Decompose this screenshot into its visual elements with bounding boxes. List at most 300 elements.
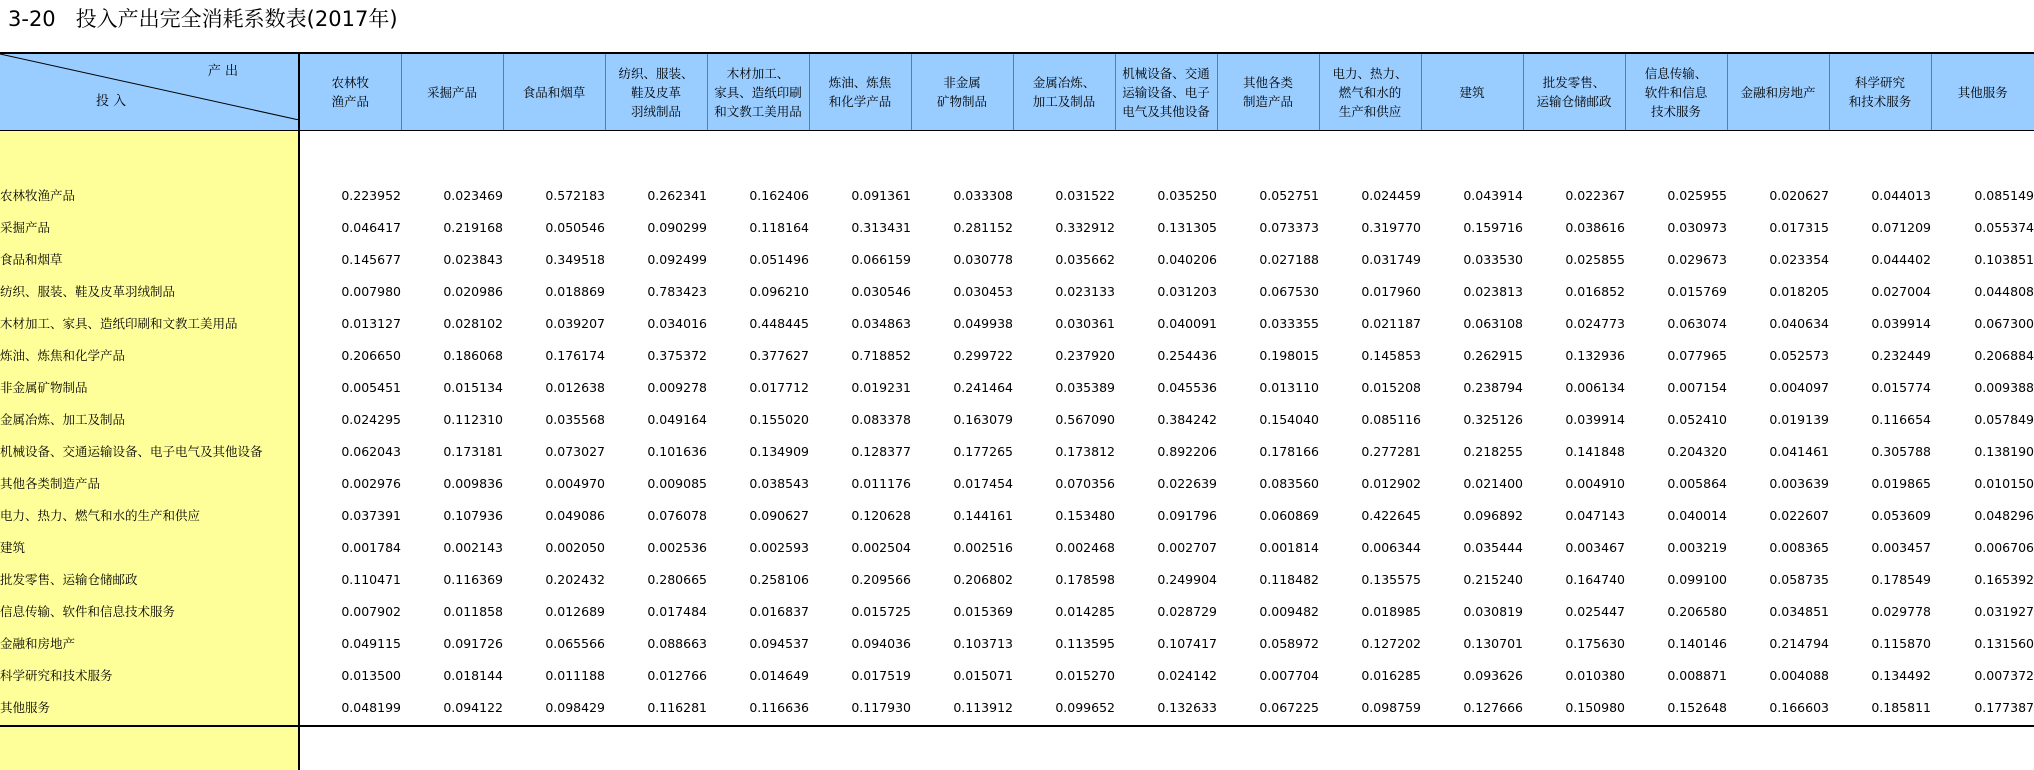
coefficient-cell: 0.206884	[1931, 339, 2034, 371]
coefficient-cell: 0.140146	[1625, 627, 1727, 659]
coefficient-cell: 0.175630	[1523, 627, 1625, 659]
row-label: 炼油、炼焦和化学产品	[0, 339, 299, 371]
coefficient-cell: 0.017519	[809, 659, 911, 691]
coefficient-cell: 0.002593	[707, 531, 809, 563]
coefficient-cell: 0.050546	[503, 211, 605, 243]
coefficient-cell: 0.035444	[1421, 531, 1523, 563]
coefficient-cell: 0.091796	[1115, 499, 1217, 531]
coefficient-cell: 0.030973	[1625, 211, 1727, 243]
coefficient-cell: 0.048199	[299, 691, 401, 723]
table-row	[0, 499, 2034, 531]
coefficient-cell: 0.098429	[503, 691, 605, 723]
row-label: 纺织、服装、鞋及皮革羽绒制品	[0, 275, 299, 307]
coefficient-cell: 0.052751	[1217, 179, 1319, 211]
coefficient-cell: 0.017454	[911, 467, 1013, 499]
column-header: 金融和房地产	[1727, 53, 1829, 131]
table-title: 3-20 投入产出完全消耗系数表(2017年)	[8, 6, 398, 32]
coefficient-cell: 0.006344	[1319, 531, 1421, 563]
coefficient-cell: 0.002707	[1115, 531, 1217, 563]
coefficient-cell: 0.085149	[1931, 179, 2034, 211]
row-label: 食品和烟草	[0, 243, 299, 275]
column-header: 建筑	[1421, 53, 1523, 131]
coefficient-cell: 0.116636	[707, 691, 809, 723]
coefficient-cell: 0.135575	[1319, 563, 1421, 595]
coefficient-cell: 0.083560	[1217, 467, 1319, 499]
coefficient-cell: 0.027188	[1217, 243, 1319, 275]
coefficient-cell: 0.019139	[1727, 403, 1829, 435]
coefficient-cell: 0.017960	[1319, 275, 1421, 307]
coefficient-cell: 0.305788	[1829, 435, 1931, 467]
coefficient-cell: 0.007902	[299, 595, 401, 627]
coefficient-cell: 0.003467	[1523, 531, 1625, 563]
coefficient-cell: 0.009388	[1931, 371, 2034, 403]
coefficient-cell: 0.015725	[809, 595, 911, 627]
coefficient-cell: 0.051496	[707, 243, 809, 275]
coefficient-cell: 0.178166	[1217, 435, 1319, 467]
coefficient-cell: 0.177387	[1931, 691, 2034, 723]
coefficient-cell: 0.567090	[1013, 403, 1115, 435]
coefficient-cell: 0.223952	[299, 179, 401, 211]
table-body	[0, 131, 2034, 770]
coefficient-cell: 0.030361	[1013, 307, 1115, 339]
coefficient-cell: 0.015369	[911, 595, 1013, 627]
row-label: 农林牧渔产品	[0, 179, 299, 211]
coefficient-cell: 0.033308	[911, 179, 1013, 211]
coefficient-cell: 0.127202	[1319, 627, 1421, 659]
data-spacer	[299, 723, 2034, 770]
coefficient-cell: 0.039914	[1523, 403, 1625, 435]
coefficient-cell: 0.117930	[809, 691, 911, 723]
table-row	[0, 339, 2034, 371]
coefficient-cell: 0.154040	[1217, 403, 1319, 435]
column-header: 木材加工、 家具、造纸印刷 和文教工美用品	[707, 53, 809, 131]
table-row	[0, 403, 2034, 435]
coefficient-cell: 0.241464	[911, 371, 1013, 403]
spacer-row	[0, 131, 2034, 180]
coefficient-cell: 0.002536	[605, 531, 707, 563]
column-header: 炼油、炼焦 和化学产品	[809, 53, 911, 131]
coefficient-cell: 0.014649	[707, 659, 809, 691]
coefficient-cell: 0.325126	[1421, 403, 1523, 435]
coefficient-cell: 0.052573	[1727, 339, 1829, 371]
coefficient-cell: 0.013127	[299, 307, 401, 339]
coefficient-cell: 0.118164	[707, 211, 809, 243]
coefficient-cell: 0.030819	[1421, 595, 1523, 627]
coefficient-cell: 0.134492	[1829, 659, 1931, 691]
row-label: 科学研究和技术服务	[0, 659, 299, 691]
coefficient-cell: 0.029673	[1625, 243, 1727, 275]
coefficient-cell: 0.422645	[1319, 499, 1421, 531]
coefficient-cell: 0.017712	[707, 371, 809, 403]
coefficient-cell: 0.005864	[1625, 467, 1727, 499]
coefficient-cell: 0.004910	[1523, 467, 1625, 499]
coefficient-cell: 0.014285	[1013, 595, 1115, 627]
row-label: 金融和房地产	[0, 627, 299, 659]
header-row	[0, 53, 2034, 131]
coefficient-cell: 0.040014	[1625, 499, 1727, 531]
data-spacer	[299, 131, 2034, 180]
coefficient-cell: 0.206802	[911, 563, 1013, 595]
coefficient-cell: 0.219168	[401, 211, 503, 243]
coefficient-cell: 0.005451	[299, 371, 401, 403]
coefficient-cell: 0.093626	[1421, 659, 1523, 691]
coefficient-cell: 0.090299	[605, 211, 707, 243]
coefficient-cell: 0.073027	[503, 435, 605, 467]
coefficient-cell: 0.012766	[605, 659, 707, 691]
coefficient-cell: 0.040206	[1115, 243, 1217, 275]
table-row	[0, 595, 2034, 627]
coefficient-cell: 0.012689	[503, 595, 605, 627]
coefficient-cell: 0.044013	[1829, 179, 1931, 211]
coefficient-cell: 0.038543	[707, 467, 809, 499]
coefficient-cell: 0.019231	[809, 371, 911, 403]
coefficient-cell: 0.024142	[1115, 659, 1217, 691]
coefficient-cell: 0.103851	[1931, 243, 2034, 275]
coefficient-cell: 0.120628	[809, 499, 911, 531]
coefficient-cell: 0.127666	[1421, 691, 1523, 723]
coefficient-cell: 0.006706	[1931, 531, 2034, 563]
coefficient-cell: 0.039207	[503, 307, 605, 339]
table-row	[0, 179, 2034, 211]
coefficient-cell: 0.073373	[1217, 211, 1319, 243]
coefficient-cell: 0.002504	[809, 531, 911, 563]
coefficient-cell: 0.030453	[911, 275, 1013, 307]
coefficient-cell: 0.055374	[1931, 211, 2034, 243]
coefficient-cell: 0.016852	[1523, 275, 1625, 307]
coefficient-cell: 0.281152	[911, 211, 1013, 243]
corner-header	[0, 53, 299, 131]
coefficient-cell: 0.009085	[605, 467, 707, 499]
coefficient-cell: 0.091726	[401, 627, 503, 659]
row-label: 批发零售、运输仓储邮政	[0, 563, 299, 595]
coefficient-cell: 0.185811	[1829, 691, 1931, 723]
coefficient-cell: 0.023469	[401, 179, 503, 211]
coefficient-cell: 0.155020	[707, 403, 809, 435]
coefficient-cell: 0.088663	[605, 627, 707, 659]
coefficient-cell: 0.023133	[1013, 275, 1115, 307]
coefficient-cell: 0.023813	[1421, 275, 1523, 307]
coefficient-cell: 0.012902	[1319, 467, 1421, 499]
coefficient-cell: 0.011188	[503, 659, 605, 691]
coefficient-cell: 0.092499	[605, 243, 707, 275]
coefficient-cell: 0.018869	[503, 275, 605, 307]
column-header: 农林牧 渔产品	[299, 53, 401, 131]
coefficient-cell: 0.214794	[1727, 627, 1829, 659]
coefficient-cell: 0.010150	[1931, 467, 2034, 499]
coefficient-cell: 0.006134	[1523, 371, 1625, 403]
coefficient-cell: 0.003639	[1727, 467, 1829, 499]
coefficient-cell: 0.015774	[1829, 371, 1931, 403]
coefficient-cell: 0.178598	[1013, 563, 1115, 595]
coefficient-cell: 0.153480	[1013, 499, 1115, 531]
coefficient-cell: 0.049164	[605, 403, 707, 435]
coefficient-cell: 0.031749	[1319, 243, 1421, 275]
coefficient-cell: 0.094537	[707, 627, 809, 659]
coefficient-cell: 0.028729	[1115, 595, 1217, 627]
coefficient-cell: 0.232449	[1829, 339, 1931, 371]
coefficient-cell: 0.113912	[911, 691, 1013, 723]
coefficient-cell: 0.058972	[1217, 627, 1319, 659]
coefficient-cell: 0.048296	[1931, 499, 2034, 531]
column-header: 机械设备、交通 运输设备、电子 电气及其他设备	[1115, 53, 1217, 131]
input-label: 投 入	[96, 92, 126, 111]
coefficient-cell: 0.237920	[1013, 339, 1115, 371]
coefficient-cell: 0.377627	[707, 339, 809, 371]
coefficient-cell: 0.001814	[1217, 531, 1319, 563]
coefficient-cell: 0.173181	[401, 435, 503, 467]
coefficient-cell: 0.009836	[401, 467, 503, 499]
column-header: 科学研究 和技术服务	[1829, 53, 1931, 131]
coefficient-cell: 0.085116	[1319, 403, 1421, 435]
coefficient-cell: 0.116281	[605, 691, 707, 723]
coefficient-cell: 0.215240	[1421, 563, 1523, 595]
coefficient-cell: 0.448445	[707, 307, 809, 339]
table-row	[0, 627, 2034, 659]
coefficient-cell: 0.107417	[1115, 627, 1217, 659]
coefficient-cell: 0.025955	[1625, 179, 1727, 211]
coefficient-cell: 0.083378	[809, 403, 911, 435]
coefficient-cell: 0.015270	[1013, 659, 1115, 691]
coefficient-cell: 0.091361	[809, 179, 911, 211]
coefficient-cell: 0.280665	[605, 563, 707, 595]
table-row	[0, 211, 2034, 243]
coefficient-cell: 0.034851	[1727, 595, 1829, 627]
coefficient-cell: 0.060869	[1217, 499, 1319, 531]
coefficient-cell: 0.313431	[809, 211, 911, 243]
column-header: 纺织、服装、 鞋及皮革 羽绒制品	[605, 53, 707, 131]
row-label: 建筑	[0, 531, 299, 563]
coefficient-cell: 0.034016	[605, 307, 707, 339]
table-row	[0, 243, 2034, 275]
column-header: 其他各类 制造产品	[1217, 53, 1319, 131]
coefficient-cell: 0.041461	[1727, 435, 1829, 467]
bottom-rule	[0, 725, 2034, 727]
coefficient-cell: 0.049938	[911, 307, 1013, 339]
coefficient-cell: 0.892206	[1115, 435, 1217, 467]
coefficient-cell: 0.015769	[1625, 275, 1727, 307]
coefficient-cell: 0.062043	[299, 435, 401, 467]
coefficient-cell: 0.319770	[1319, 211, 1421, 243]
coefficient-cell: 0.209566	[809, 563, 911, 595]
coefficient-cell: 0.045536	[1115, 371, 1217, 403]
coefficient-cell: 0.013110	[1217, 371, 1319, 403]
coefficient-cell: 0.141848	[1523, 435, 1625, 467]
table-row	[0, 563, 2034, 595]
coefficient-cell: 0.035250	[1115, 179, 1217, 211]
coefficient-cell: 0.131305	[1115, 211, 1217, 243]
coefficient-cell: 0.004088	[1727, 659, 1829, 691]
coefficient-cell: 0.031203	[1115, 275, 1217, 307]
coefficient-cell: 0.025447	[1523, 595, 1625, 627]
coefficient-cell: 0.011176	[809, 467, 911, 499]
coefficient-cell: 0.262915	[1421, 339, 1523, 371]
coefficient-cell: 0.132936	[1523, 339, 1625, 371]
coefficient-cell: 0.277281	[1319, 435, 1421, 467]
coefficient-cell: 0.052410	[1625, 403, 1727, 435]
coefficient-cell: 0.018144	[401, 659, 503, 691]
coefficient-cell: 0.007372	[1931, 659, 2034, 691]
coefficient-cell: 0.011858	[401, 595, 503, 627]
coefficient-cell: 0.023843	[401, 243, 503, 275]
coefficient-cell: 0.024459	[1319, 179, 1421, 211]
coefficient-cell: 0.112310	[401, 403, 503, 435]
coefficient-cell: 0.002143	[401, 531, 503, 563]
coefficient-cell: 0.262341	[605, 179, 707, 211]
coefficient-cell: 0.186068	[401, 339, 503, 371]
coefficient-cell: 0.009482	[1217, 595, 1319, 627]
coefficient-cell: 0.023354	[1727, 243, 1829, 275]
coefficient-cell: 0.022367	[1523, 179, 1625, 211]
coefficient-cell: 0.022639	[1115, 467, 1217, 499]
coefficient-cell: 0.103713	[911, 627, 1013, 659]
coefficient-cell: 0.004970	[503, 467, 605, 499]
coefficient-cell: 0.031927	[1931, 595, 2034, 627]
coefficient-cell: 0.008365	[1727, 531, 1829, 563]
coefficient-cell: 0.138190	[1931, 435, 2034, 467]
coefficient-cell: 0.332912	[1013, 211, 1115, 243]
coefficient-cell: 0.015134	[401, 371, 503, 403]
table-row	[0, 307, 2034, 339]
coefficient-cell: 0.044402	[1829, 243, 1931, 275]
coefficient-cell: 0.090627	[707, 499, 809, 531]
column-header: 批发零售、 运输仓储邮政	[1523, 53, 1625, 131]
coefficient-cell: 0.098759	[1319, 691, 1421, 723]
row-label: 信息传输、软件和信息技术服务	[0, 595, 299, 627]
coefficient-cell: 0.071209	[1829, 211, 1931, 243]
coefficient-cell: 0.044808	[1931, 275, 2034, 307]
coefficient-cell: 0.003457	[1829, 531, 1931, 563]
coefficient-cell: 0.145853	[1319, 339, 1421, 371]
coefficient-cell: 0.066159	[809, 243, 911, 275]
coefficient-cell: 0.053609	[1829, 499, 1931, 531]
coefficient-cell: 0.016837	[707, 595, 809, 627]
coefficient-cell: 0.783423	[605, 275, 707, 307]
coefficient-cell: 0.077965	[1625, 339, 1727, 371]
coefficient-cell: 0.038616	[1523, 211, 1625, 243]
coefficient-cell: 0.067225	[1217, 691, 1319, 723]
coefficient-cell: 0.159716	[1421, 211, 1523, 243]
coefficient-cell: 0.254436	[1115, 339, 1217, 371]
coefficient-cell: 0.047143	[1523, 499, 1625, 531]
coefficient-cell: 0.131560	[1931, 627, 2034, 659]
coefficient-cell: 0.718852	[809, 339, 911, 371]
column-header: 信息传输、 软件和信息 技术服务	[1625, 53, 1727, 131]
output-label: 产 出	[208, 62, 238, 81]
row-label: 其他各类制造产品	[0, 467, 299, 499]
coefficient-cell: 0.101636	[605, 435, 707, 467]
coefficient-cell: 0.025855	[1523, 243, 1625, 275]
coefficient-cell: 0.013500	[299, 659, 401, 691]
coefficient-cell: 0.165392	[1931, 563, 2034, 595]
label-column-spacer	[0, 131, 299, 180]
table-row	[0, 659, 2034, 691]
row-label: 机械设备、交通运输设备、电子电气及其他设备	[0, 435, 299, 467]
coefficient-cell: 0.070356	[1013, 467, 1115, 499]
table-row	[0, 275, 2034, 307]
coefficient-cell: 0.198015	[1217, 339, 1319, 371]
coefficient-cell: 0.022607	[1727, 499, 1829, 531]
coefficient-cell: 0.572183	[503, 179, 605, 211]
coefficient-cell: 0.173812	[1013, 435, 1115, 467]
coefficient-cell: 0.058735	[1727, 563, 1829, 595]
column-header: 电力、热力、 燃气和水的 生产和供应	[1319, 53, 1421, 131]
coefficient-cell: 0.046417	[299, 211, 401, 243]
coefficient-cell: 0.029778	[1829, 595, 1931, 627]
column-header: 金属冶炼、 加工及制品	[1013, 53, 1115, 131]
coefficient-cell: 0.020627	[1727, 179, 1829, 211]
coefficient-cell: 0.206650	[299, 339, 401, 371]
coefficient-cell: 0.218255	[1421, 435, 1523, 467]
coefficient-cell: 0.349518	[503, 243, 605, 275]
coefficient-cell: 0.094036	[809, 627, 911, 659]
coefficient-cell: 0.019865	[1829, 467, 1931, 499]
column-header: 食品和烟草	[503, 53, 605, 131]
corner-diagonal	[0, 54, 299, 120]
coefficient-cell: 0.017484	[605, 595, 707, 627]
coefficient-cell: 0.162406	[707, 179, 809, 211]
table-row	[0, 467, 2034, 499]
coefficient-cell: 0.021400	[1421, 467, 1523, 499]
consumption-coefficient-table	[0, 52, 2034, 770]
coefficient-cell: 0.017315	[1727, 211, 1829, 243]
coefficient-cell: 0.033530	[1421, 243, 1523, 275]
coefficient-cell: 0.065566	[503, 627, 605, 659]
coefficient-cell: 0.007154	[1625, 371, 1727, 403]
coefficient-cell: 0.134909	[707, 435, 809, 467]
coefficient-cell: 0.037391	[299, 499, 401, 531]
coefficient-cell: 0.177265	[911, 435, 1013, 467]
coefficient-cell: 0.113595	[1013, 627, 1115, 659]
coefficient-cell: 0.049115	[299, 627, 401, 659]
coefficient-cell: 0.040634	[1727, 307, 1829, 339]
row-label: 非金属矿物制品	[0, 371, 299, 403]
coefficient-cell: 0.043914	[1421, 179, 1523, 211]
coefficient-cell: 0.150980	[1523, 691, 1625, 723]
coefficient-cell: 0.020986	[401, 275, 503, 307]
coefficient-cell: 0.003219	[1625, 531, 1727, 563]
coefficient-cell: 0.001784	[299, 531, 401, 563]
coefficient-cell: 0.145677	[299, 243, 401, 275]
coefficient-cell: 0.010380	[1523, 659, 1625, 691]
coefficient-cell: 0.249904	[1115, 563, 1217, 595]
coefficient-cell: 0.384242	[1115, 403, 1217, 435]
coefficient-cell: 0.016285	[1319, 659, 1421, 691]
table-row	[0, 435, 2034, 467]
coefficient-cell: 0.166603	[1727, 691, 1829, 723]
coefficient-cell: 0.024773	[1523, 307, 1625, 339]
row-label: 木材加工、家具、造纸印刷和文教工美用品	[0, 307, 299, 339]
coefficient-cell: 0.110471	[299, 563, 401, 595]
table-row	[0, 371, 2034, 403]
coefficient-cell: 0.164740	[1523, 563, 1625, 595]
coefficient-cell: 0.021187	[1319, 307, 1421, 339]
coefficient-cell: 0.004097	[1727, 371, 1829, 403]
coefficient-cell: 0.176174	[503, 339, 605, 371]
coefficient-cell: 0.144161	[911, 499, 1013, 531]
coefficient-cell: 0.012638	[503, 371, 605, 403]
coefficient-cell: 0.030546	[809, 275, 911, 307]
coefficient-cell: 0.008871	[1625, 659, 1727, 691]
coefficient-cell: 0.028102	[401, 307, 503, 339]
coefficient-cell: 0.018985	[1319, 595, 1421, 627]
coefficient-cell: 0.163079	[911, 403, 1013, 435]
coefficient-cell: 0.035662	[1013, 243, 1115, 275]
row-label: 金属冶炼、加工及制品	[0, 403, 299, 435]
coefficient-cell: 0.031522	[1013, 179, 1115, 211]
coefficient-cell: 0.018205	[1727, 275, 1829, 307]
coefficient-cell: 0.116654	[1829, 403, 1931, 435]
coefficient-cell: 0.206580	[1625, 595, 1727, 627]
